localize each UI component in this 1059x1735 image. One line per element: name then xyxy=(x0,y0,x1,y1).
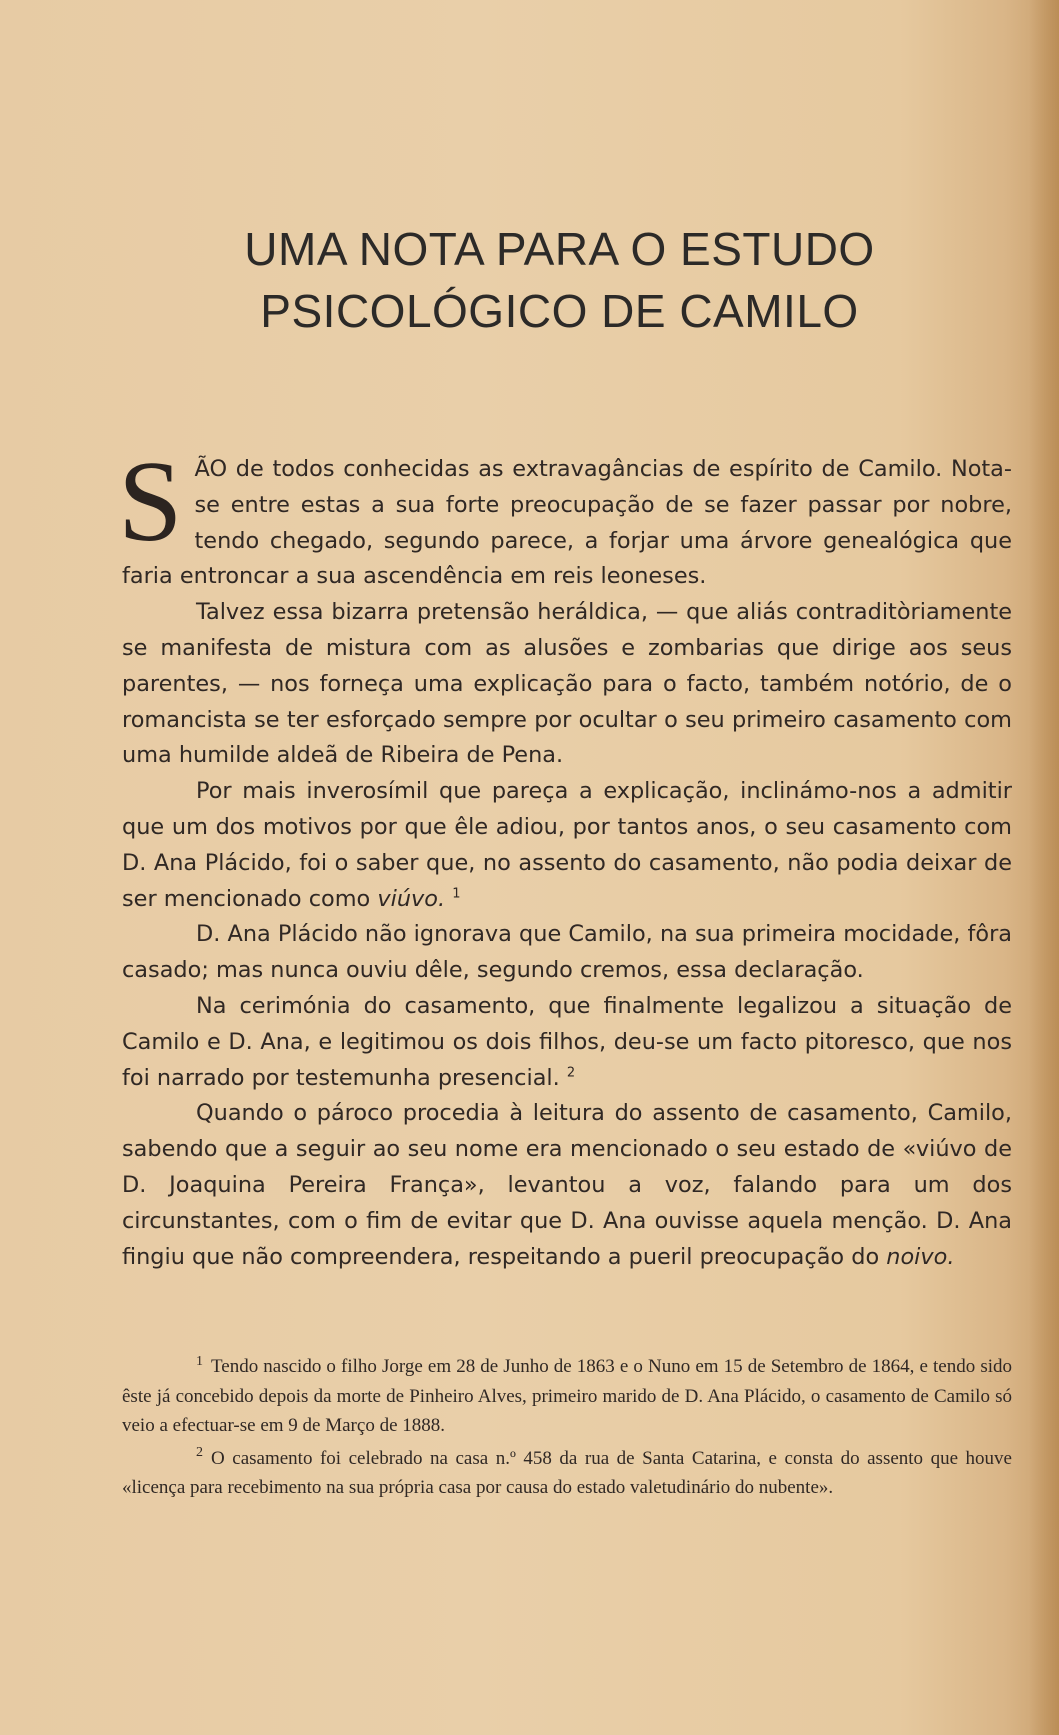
paragraph-3-text: Por mais inverosímil que pareça a explicação, inclinámo-nos a admitir que um dos motivos por que êle adiou, por tantos anos, o seu casamento com D. Ana Plácido, foi o saber que, no assento do casamento, não podia deixar de ser mencionado como xyxy=(122,778,1012,912)
paragraph-5 xyxy=(122,989,1012,1096)
paragraph-2: Talvez essa bizarra pretensão heráldica, — que aliás contraditòriamente se manifesta de mistura com as alusões e zombarias que dirige aos seus parentes, — nos forneça uma explicação para o facto, também notório, de o romancista se ter esforçado sempre por ocultar o seu primeiro casamento com uma humilde aldeã de Ribeira de Pena. xyxy=(122,599,1012,769)
footnote-2-text: O casamento foi celebrado na casa n.º 458 da rua de Santa Catarina, e consta do assento que houve «licença para recebimento na sua própria casa por causa do estado valetudinário do nubente». xyxy=(122,1447,1012,1498)
paragraph-1 xyxy=(118,438,1012,595)
paragraph-3-italic: viúvo. xyxy=(377,885,446,912)
footnote-1 xyxy=(122,1352,1012,1441)
paragraph-6-italic: noivo. xyxy=(886,1243,955,1270)
paragraph-1-text: ÃO de todos conhecidas as extravagâncias de espírito de Camilo. Nota-se entre estas a sua forte preocupação de se fazer passar por nobre, tendo chegado, segundo parece, a forjar uma árvore genealógica que faria entroncar a sua ascendência em reis leoneses. xyxy=(122,456,1012,590)
footnote-ref-2: 2 xyxy=(566,1065,576,1081)
title-line-1: UMA NOTA PARA O ESTUDO xyxy=(244,223,875,275)
footnote-1-text: Tendo nascido o filho Jorge em 28 de Junho de 1863 e o Nuno em 15 de Setembro de 1864, e tendo sido êste já concebido depois da morte de Pinheiro Alves, primeiro marido de D. Ana Plácido, o casamento de Camilo só veio a efectuar-se em 9 de Março de 1888. xyxy=(122,1356,1012,1436)
paragraph-6 xyxy=(122,1096,1012,1275)
paragraph-6-text: Quando o pároco procedia à leitura do assento de casamento, Camilo, sabendo que a seguir ao seu nome era mencionado o seu estado de «viúvo de D. Joaquina Pereira França», levantou a voz, falando para um dos circunstantes, com o fim de evitar que D. Ana ouvisse aquela menção. D. Ana fingiu que não compreendera, respeitando a pueril preocupação do xyxy=(122,1100,1012,1270)
paragraph-3 xyxy=(122,774,1012,917)
drop-cap: S xyxy=(118,438,183,566)
footnote-1-number: 1 xyxy=(196,1353,203,1369)
footnotes xyxy=(122,1352,1012,1506)
paragraph-5-text: Na cerimónia do casamento, que finalmente legalizou a situação de Camilo e D. Ana, e legitimou os dois filhos, deu-se um facto pitoresco, que nos foi narrado por testemunha presencial. xyxy=(122,992,1012,1091)
article-body xyxy=(118,438,1012,1275)
footnote-2 xyxy=(122,1444,1012,1503)
page-title xyxy=(0,218,1059,342)
footnote-2-number: 2 xyxy=(196,1445,203,1461)
paragraph-4: D. Ana Plácido não ignorava que Camilo, na sua primeira mocidade, fôra casado; mas nunca ouviu dêle, segundo cremos, essa declaração. xyxy=(122,921,1012,984)
footnote-ref-1: 1 xyxy=(452,886,461,902)
title-line-2: PSICOLÓGICO DE CAMILO xyxy=(260,285,859,337)
